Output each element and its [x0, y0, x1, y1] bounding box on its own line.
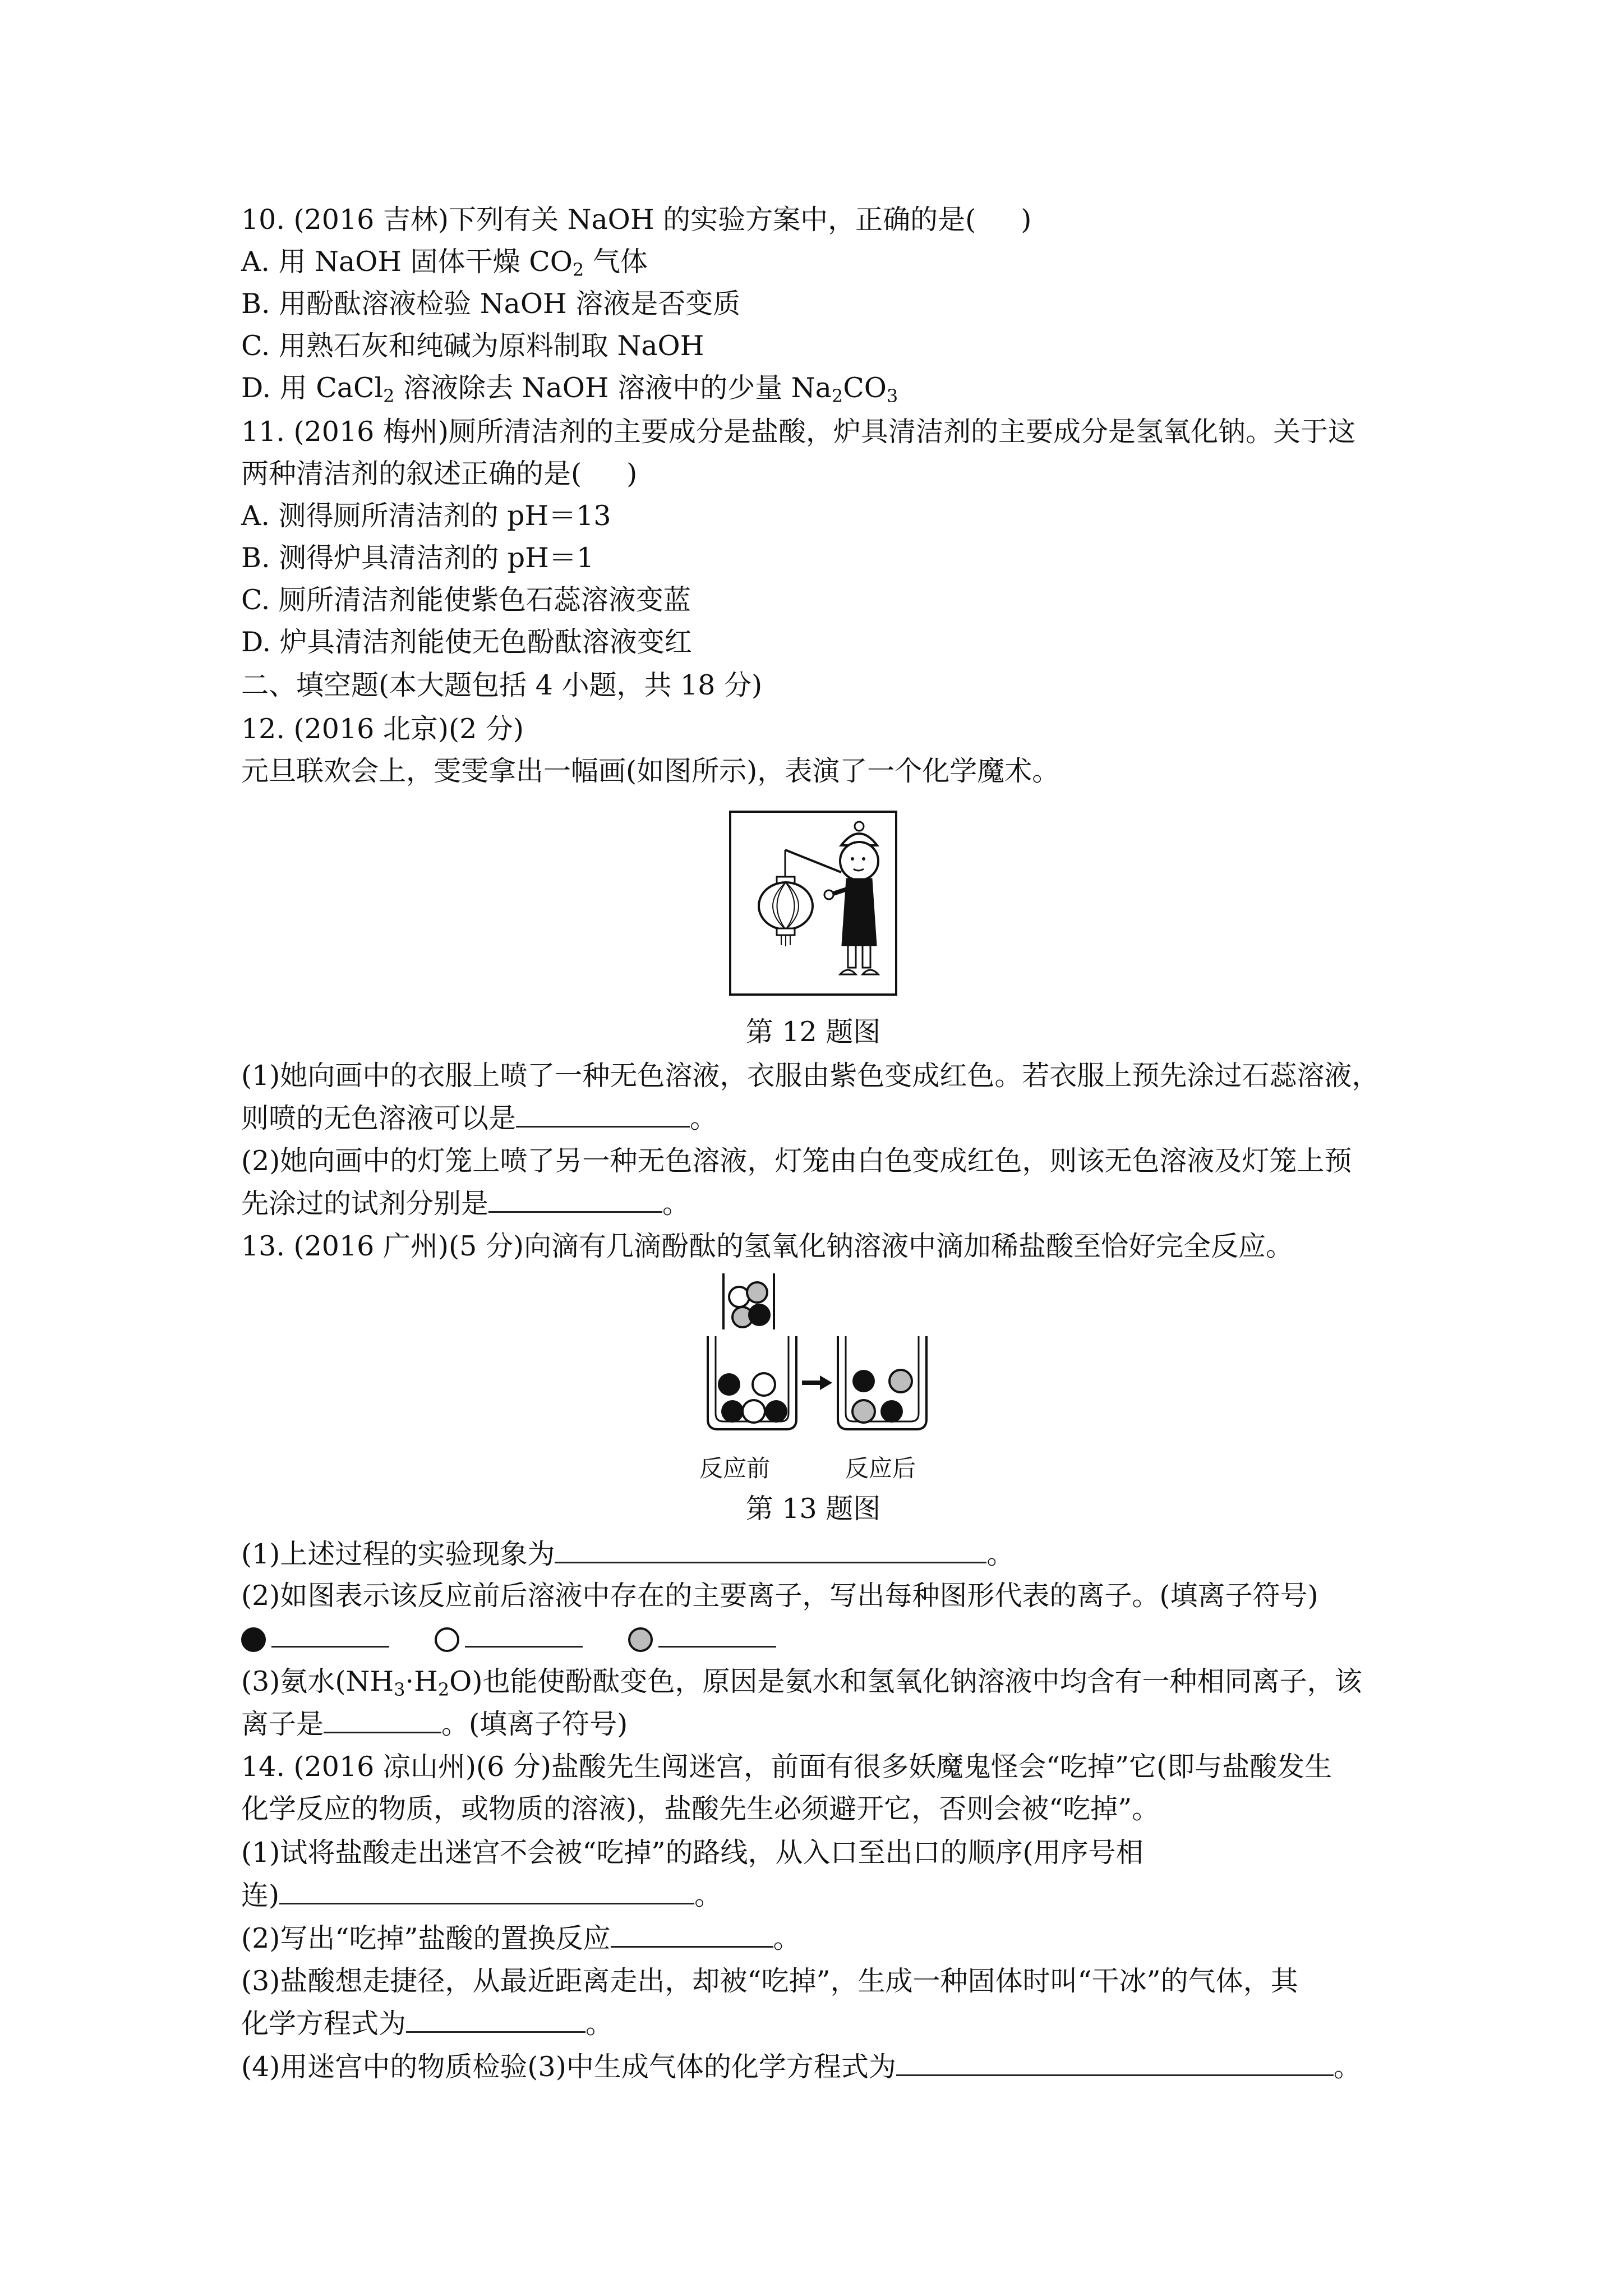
q14-part1-line2: 连) 。 [241, 1879, 722, 1911]
q11-option-c: C. 厕所清洁剂能使紫色石蕊溶液变蓝 [241, 584, 691, 616]
q12-part2-line1: (2)她向画中的灯笼上喷了另一种无色溶液，灯笼由白色变成红色，则该无色溶液及灯笼上预 [241, 1145, 1352, 1177]
q10-stem: 10. (2016 吉林)下列有关 NaOH 的实验方案中，正确的是( ) [241, 204, 1032, 236]
q12-figure-caption: 第 12 题图 [745, 1016, 881, 1048]
q14-answer-blank-2[interactable] [611, 1921, 773, 1948]
q11-option-b: B. 测得炉具清洁剂的 pH＝1 [241, 542, 594, 574]
q14-part2: (2)写出“吃掉”盐酸的置换反应 。 [241, 1922, 801, 1954]
q12-part2-line2: 先涂过的试剂分别是 。 [241, 1188, 690, 1220]
q14-answer-blank-1[interactable] [279, 1878, 694, 1904]
q14-answer-blank-4[interactable] [896, 2050, 1334, 2076]
q13-label-before: 反应前 [699, 1455, 770, 1482]
q13-part2: (2)如图表示该反应前后溶液中存在的主要离子，写出每种图形代表的离子。(填离子符号) [241, 1580, 1318, 1612]
q14-heading-line2: 化学反应的物质，或物质的溶液)，盐酸先生必须避开它，否则会被“吃掉”。 [241, 1793, 1160, 1825]
q13-heading: 13. (2016 广州)(5 分)向滴有几滴酚酞的氢氧化钠溶液中滴加稀盐酸至恰好完全反应。 [241, 1230, 1293, 1262]
q12-heading: 12. (2016 北京)(2 分) [241, 713, 524, 745]
q13-answer-blank-3[interactable] [324, 1707, 441, 1733]
q12-answer-blank-1[interactable] [516, 1101, 690, 1128]
q13-part3-line2: 离子是 。(填离子符号) [241, 1708, 628, 1740]
q13-answer-blank-1[interactable] [555, 1537, 986, 1563]
q13-ion-legend [241, 1621, 776, 1655]
q13-part1: (1)上述过程的实验现象为 。 [241, 1538, 1015, 1570]
q11-stem-line1: 11. (2016 梅州)厕所清洁剂的主要成分是盐酸，炉具清洁剂的主要成分是氢氧化钠。关于这 [241, 416, 1356, 448]
q11-stem-line2: 两种清洁剂的叙述正确的是( ) [241, 458, 638, 490]
q13-answer-blank-gray[interactable] [658, 1621, 776, 1648]
q14-part4: (4)用迷宫中的物质检验(3)中生成气体的化学方程式为 。 [241, 2051, 1361, 2083]
q14-answer-blank-3[interactable] [406, 2007, 585, 2033]
q12-intro: 元旦联欢会上，雯雯拿出一幅画(如图所示)，表演了一个化学魔术。 [241, 755, 1060, 787]
q14-part1-line1: (1)试将盐酸走出迷宫不会被“吃掉”的路线，从入口至出口的顺序(用序号相 [241, 1837, 1144, 1869]
q10-option-d: D. 用 CaCl$_2$ 溶液除去 NaOH 溶液中的少量 $Na_2CO_3$ [241, 372, 898, 407]
q10-option-a: A. 用 NaOH 固体干燥 $CO_2$ 气体 [241, 246, 648, 280]
q13-answer-blank-black[interactable] [271, 1621, 389, 1648]
q14-part3-line2: 化学方程式为 。 [241, 2008, 614, 2040]
q13-figure-beakers [701, 1273, 937, 1453]
black-circle-icon [241, 1627, 266, 1652]
q13-answer-blank-white[interactable] [465, 1621, 583, 1648]
q10-option-b: B. 用酚酞溶液检验 NaOH 溶液是否变质 [241, 288, 741, 320]
q13-figure-caption: 第 13 题图 [745, 1493, 881, 1525]
q14-heading-line1: 14. (2016 凉山州)(6 分)盐酸先生闯迷宫，前面有很多妖魔鬼怪会“吃掉”它(即与盐酸发生 [241, 1751, 1332, 1783]
section-heading: 二、填空题(本大题包括 4 小题，共 18 分) [241, 669, 763, 701]
white-circle-icon [435, 1627, 459, 1652]
q11-option-d: D. 炉具清洁剂能使无色酚酞溶液变红 [241, 626, 692, 658]
q12-part1-line1: (1)她向画中的衣服上喷了一种无色溶液，衣服由紫色变成红色。若衣服上预先涂过石蕊溶液， [241, 1060, 1380, 1092]
q13-part3-line1: (3)氨水$(NH_3\cdot H_2O)$也能使酚酞变色，原因是氨水和氢氧化钠溶液中均含有一种相同离子，该 [241, 1665, 1362, 1700]
q12-answer-blank-2[interactable] [488, 1186, 662, 1213]
q13-label-after: 反应后 [845, 1455, 916, 1482]
q10-option-c: C. 用熟石灰和纯碱为原料制取 NaOH [241, 330, 704, 362]
q12-part1-line2: 则喷的无色溶液可以是 。 [241, 1102, 718, 1134]
q14-part3-line1: (3)盐酸想走捷径，从最近距离走出，却被“吃掉”，生成一种固体时叫“干冰”的气体，其 [241, 1965, 1298, 1997]
gray-circle-icon [628, 1627, 653, 1652]
q11-option-a: A. 测得厕所清洁剂的 pH＝13 [241, 500, 611, 532]
q12-figure-lantern-boy [729, 811, 897, 996]
